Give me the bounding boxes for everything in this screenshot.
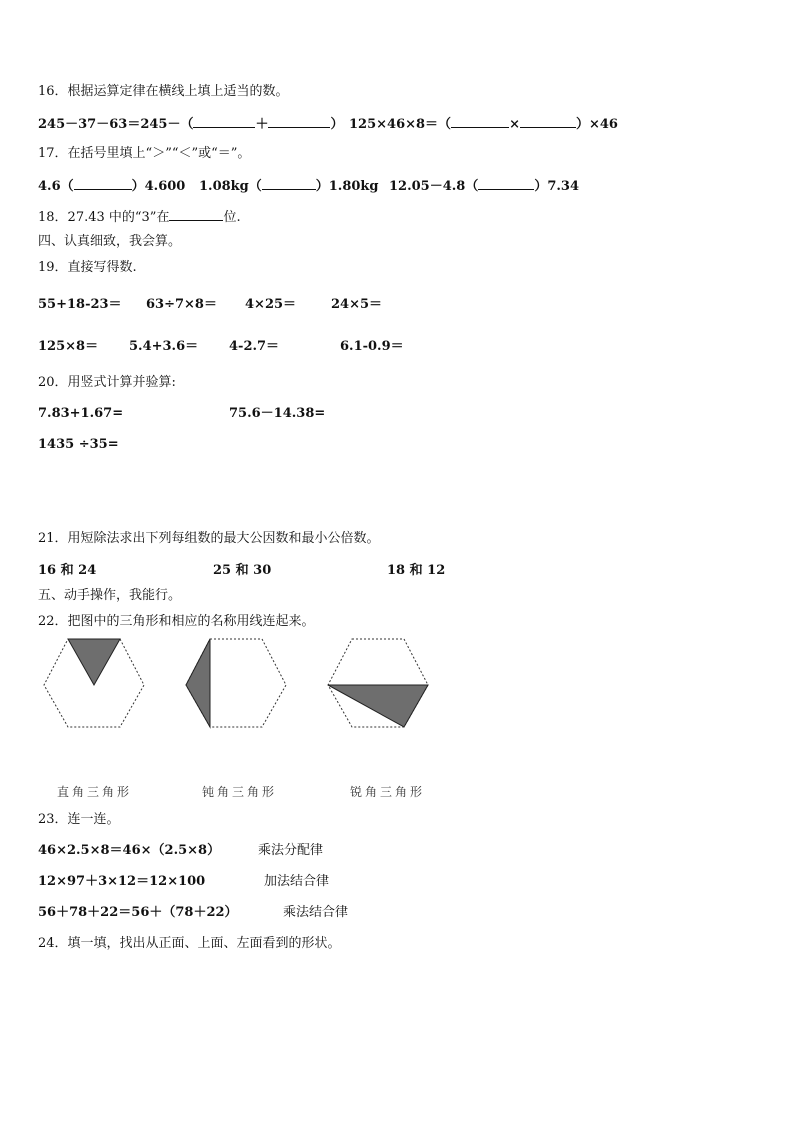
- q23-law[interactable]: 乘法分配律: [258, 843, 324, 858]
- q16-title: 16．根据运算定律在横线上填上适当的数。: [38, 84, 289, 99]
- q19-item: 4-2.7＝: [229, 339, 280, 354]
- shaded-triangle[interactable]: [68, 639, 120, 685]
- q17-a-right: ）4.600: [131, 179, 186, 194]
- blank[interactable]: [74, 177, 132, 190]
- q20-title: 20．用竖式计算并验算:: [38, 375, 176, 390]
- q18-post: 位.: [223, 210, 241, 225]
- q16-b-mid: ×: [509, 117, 520, 132]
- blank[interactable]: [478, 177, 534, 190]
- section-4-heading: 四、认真细致，我会算。: [38, 234, 182, 249]
- q19-item: 125×8＝: [38, 339, 99, 354]
- blank[interactable]: [268, 115, 330, 128]
- blank[interactable]: [451, 115, 509, 128]
- triangle-label[interactable]: 直角三角形: [57, 785, 133, 799]
- q17-item-c: [389, 177, 579, 195]
- q19-item: 6.1-0.9＝: [340, 339, 404, 354]
- q20-item: 7.83+1.67=: [38, 406, 124, 421]
- blank[interactable]: [169, 208, 223, 221]
- hexagon-figure-2: [182, 635, 290, 731]
- q17-c-right: ）7.34: [534, 179, 579, 194]
- q17-item-b: [199, 177, 379, 195]
- q18-pre: 18．27.43 中的“3”在: [38, 210, 170, 225]
- hexagon-figure-3: [324, 635, 432, 731]
- q21-item: 16 和 24: [38, 563, 97, 578]
- q16-a-mid: ＋: [255, 117, 269, 132]
- triangle-label[interactable]: 锐角三角形: [350, 785, 426, 799]
- q17-b-left: 1.08kg（: [199, 179, 262, 194]
- q19-item: 24×5＝: [331, 297, 383, 312]
- q24-title: 24．填一填，找出从正面、上面、左面看到的形状。: [38, 936, 341, 951]
- q16-a-lhs: 245－37－63＝245－（: [38, 117, 194, 132]
- q21-title: 21．用短除法求出下列每组数的最大公因数和最小公倍数。: [38, 531, 380, 546]
- q17-a-left: 4.6（: [38, 179, 74, 194]
- q18: [38, 208, 241, 226]
- q20-item: 75.6－14.38=: [229, 406, 326, 421]
- q16-expression-b: [349, 115, 618, 133]
- q23-expression[interactable]: 12×97＋3×12＝12×100: [38, 874, 206, 889]
- q23-law[interactable]: 加法结合律: [264, 874, 330, 889]
- shaded-triangle[interactable]: [328, 685, 428, 727]
- q16-a-end: ）: [330, 117, 344, 132]
- blank[interactable]: [193, 115, 255, 128]
- q19-title: 19．直接写得数.: [38, 260, 137, 275]
- q21-item: 25 和 30: [213, 563, 272, 578]
- q16-b-lhs: 125×46×8＝（: [349, 117, 452, 132]
- triangle-label[interactable]: 钝角三角形: [202, 785, 278, 799]
- q23-law[interactable]: 乘法结合律: [283, 905, 349, 920]
- q23-title: 23．连一连。: [38, 812, 120, 827]
- section-5-heading: 五、动手操作，我能行。: [38, 588, 182, 603]
- q16-expression-a: [38, 115, 344, 133]
- hexagon-figure-1: [40, 635, 148, 731]
- q19-item: 63÷7×8＝: [146, 297, 217, 312]
- blank[interactable]: [520, 115, 576, 128]
- q17-b-right: ）1.80kg: [315, 179, 379, 194]
- q23-expression[interactable]: 46×2.5×8＝46×（2.5×8）: [38, 843, 221, 858]
- q23-expression[interactable]: 56＋78＋22＝56＋（78＋22）: [38, 905, 238, 920]
- q17-title: 17．在括号里填上“＞”“＜”或“＝”。: [38, 146, 251, 161]
- q21-item: 18 和 12: [387, 563, 446, 578]
- q19-item: 4×25＝: [245, 297, 297, 312]
- q19-item: 5.4+3.6＝: [129, 339, 199, 354]
- blank[interactable]: [262, 177, 316, 190]
- shaded-triangle[interactable]: [186, 639, 210, 727]
- q17-item-a: [38, 177, 185, 195]
- q17-c-left: 12.05－4.8（: [389, 179, 479, 194]
- q22-title: 22．把图中的三角形和相应的名称用线连起来。: [38, 614, 315, 629]
- q20-item: 1435 ÷35=: [38, 437, 119, 452]
- q19-item: 55+18-23＝: [38, 297, 122, 312]
- q16-b-end: ）×46: [575, 117, 618, 132]
